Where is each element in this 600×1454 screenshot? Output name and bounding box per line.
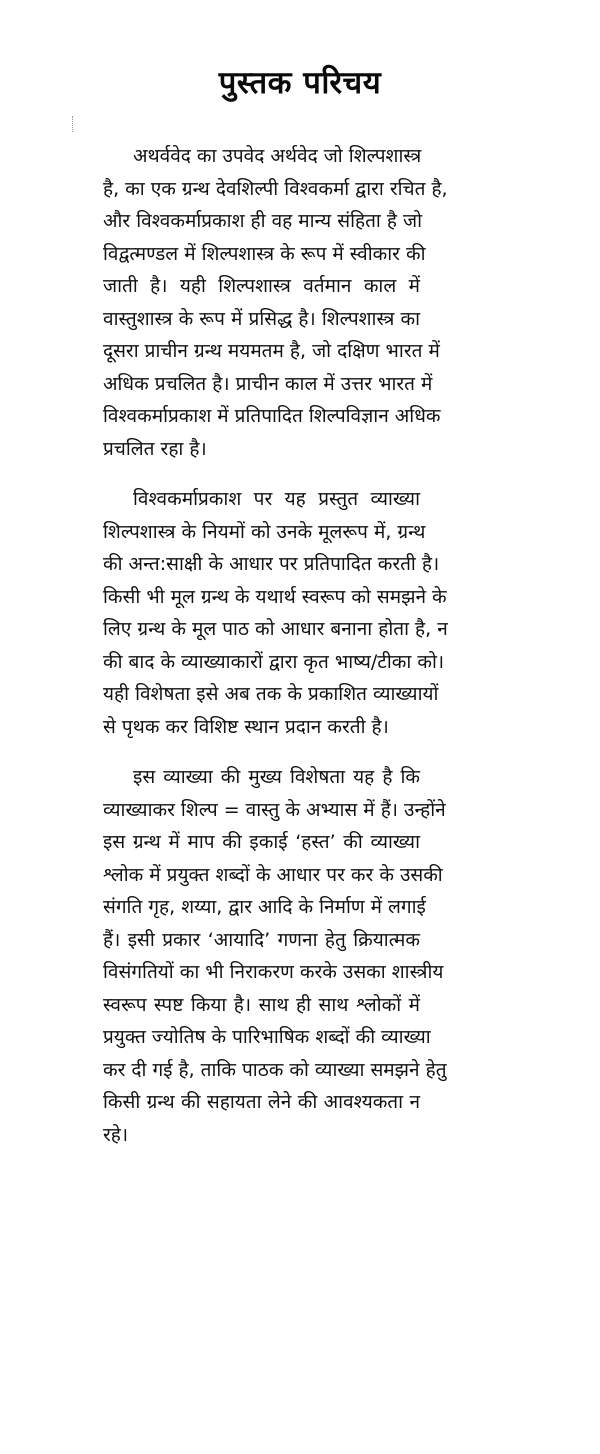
text-line: की अन्त:साक्षी के आधार पर प्रतिपादित करती है। <box>103 553 440 575</box>
text-line: किसी ग्रन्थ की सहायता लेने की आवश्यकता न <box>103 1091 420 1113</box>
text-line: इस व्याख्या की मुख्य विशेषता यह है कि <box>133 766 420 788</box>
text-line: शिल्पशास्त्र के नियमों को उनके मूलरूप में, ग्रन्थ <box>103 520 426 543</box>
text-line: से पृथक कर विशिष्ट स्थान प्रदान करती है। <box>103 715 389 738</box>
text-line: और विश्वकर्माप्रकाश ही वह मान्य संहिता है जो <box>103 210 423 232</box>
text-line: है, का एक ग्रन्थ देवशिल्पी विश्वकर्मा द्वारा रचित है, <box>103 177 448 200</box>
text-line: विसंगतियों का भी निराकरण करके उसका शास्त्रीय <box>103 961 444 983</box>
text-line: संगति गृह, शय्या, द्वार आदि के निर्माण में लगाई <box>103 896 426 918</box>
text-line: प्रचलित रहा है। <box>103 437 207 460</box>
text-line: दूसरा प्राचीन ग्रन्थ मयमतम है, जो दक्षिण भारत में <box>103 340 440 362</box>
text-line: यही विशेषता इसे अब तक के प्रकाशित व्याख्यायों <box>103 683 439 705</box>
text-line: विद्वत्मण्डल में शिल्पशास्त्र के रूप में स्वीकार की <box>103 242 426 265</box>
text-line: वास्तुशास्त्र के रूप में प्रसिद्ध है। शिल्पशास्त्र का <box>103 307 420 330</box>
text-line: स्वरूप स्पष्ट किया है। साथ ही साथ श्लोकों में <box>103 993 420 1016</box>
text-line: विश्वकर्माप्रकाश में प्रतिपादित शिल्पविज्ञान अधिक <box>103 405 441 427</box>
paragraph-2 <box>103 483 448 743</box>
paragraph-3 <box>103 761 447 1151</box>
text-line: लिए ग्रन्थ के मूल पाठ को आधार बनाना होता है, न <box>103 618 448 640</box>
page-title: पुस्तक परिचय <box>218 64 382 101</box>
paragraph-1 <box>103 140 448 465</box>
text-line: इस ग्रन्थ में माप की इकाई ‘हस्त’ की व्याख्या <box>103 831 420 853</box>
text-line: अथर्ववेद का उपवेद अर्थवेद जो शिल्पशास्त्र <box>133 145 422 167</box>
text-line: श्लोक में प्रयुक्त शब्दों के आधार पर कर के उसकी <box>103 863 443 886</box>
text-line: प्रयुक्त ज्योतिष के पारिभाषिक शब्दों की व्याख्या <box>103 1026 431 1048</box>
text-line: कर दी गई है, ताकि पाठक को व्याख्या समझने हेतु <box>103 1058 447 1081</box>
body-text <box>103 140 448 1169</box>
text-line: व्याख्याकर शिल्प = वास्तु के अभ्यास में हैं। उन्होंने <box>103 798 446 821</box>
text-line: किसी भी मूल ग्रन्थ के यथार्थ स्वरूप को समझने के <box>103 585 447 608</box>
margin-mark <box>72 116 73 132</box>
text-line: जाती है। यही शिल्पशास्त्र वर्तमान काल में <box>103 275 420 297</box>
text-line: अधिक प्रचलित है। प्राचीन काल में उत्तर भारत में <box>103 372 433 395</box>
text-line: रहे। <box>103 1123 129 1146</box>
text-line: हैं। इसी प्रकार ‘आयादि’ गणना हेतु क्रियात्मक <box>103 928 420 951</box>
text-line: विश्वकर्माप्रकाश पर यह प्रस्तुत व्याख्या <box>133 488 420 510</box>
text-line: की बाद के व्याख्याकारों द्वारा कृत भाष्य/टीका को। <box>103 650 445 673</box>
